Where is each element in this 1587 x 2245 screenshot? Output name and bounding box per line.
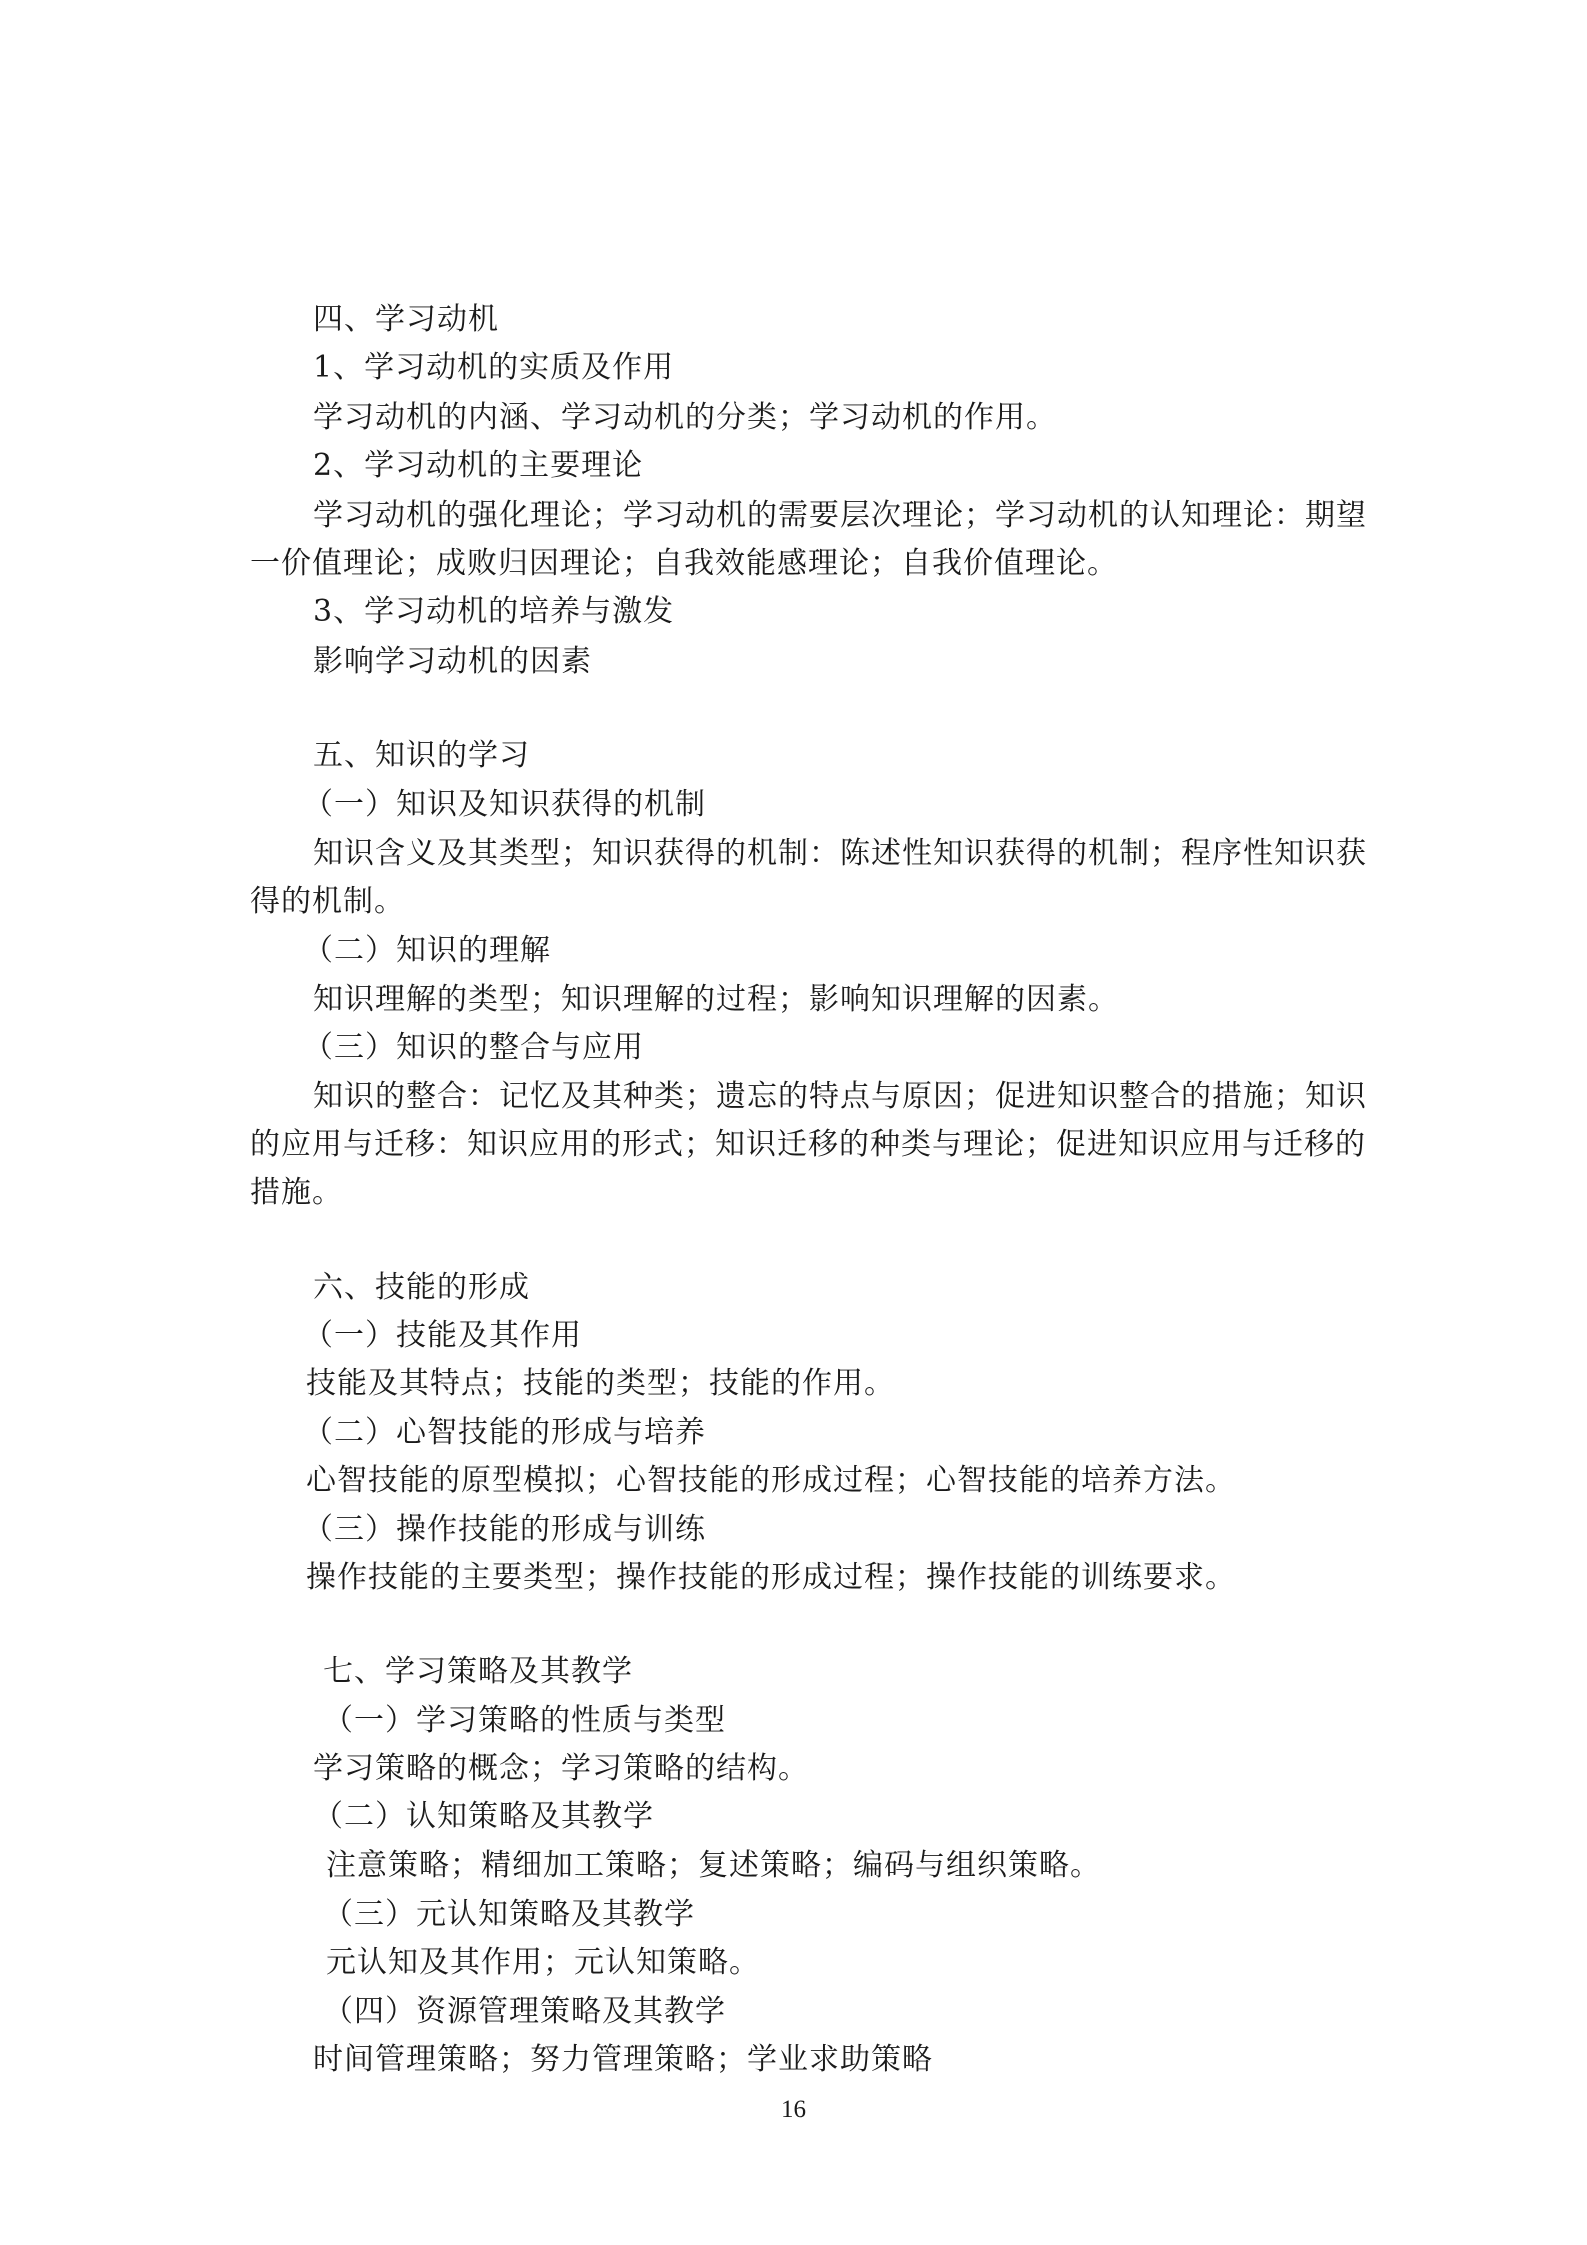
paragraph-line: 注意策略；精细加工策略；复述策略；编码与组织策略。 xyxy=(326,1848,1101,1883)
paragraph-line: 影响学习动机的因素 xyxy=(313,644,592,679)
page-number: 16 xyxy=(781,2096,806,2123)
subheading-6-1: （一）技能及其作用 xyxy=(303,1318,582,1353)
paragraph-line: 操作技能的主要类型；操作技能的形成过程；操作技能的训练要求。 xyxy=(306,1560,1236,1595)
paragraph-line: 知识理解的类型；知识理解的过程；影响知识理解的因素。 xyxy=(313,982,1119,1017)
subheading-6-2: （二）心智技能的形成与培养 xyxy=(303,1415,706,1450)
subheading-7-3: （三）元认知策略及其教学 xyxy=(323,1897,695,1932)
paragraph-line: 学习策略的概念；学习策略的结构。 xyxy=(313,1751,809,1786)
paragraph-line: 的应用与迁移：知识应用的形式；知识迁移的种类与理论；促进知识应用与迁移的 xyxy=(250,1127,1366,1162)
subheading-5-2: （二）知识的理解 xyxy=(303,933,551,968)
section-heading-4: 四、学习动机 xyxy=(313,302,499,337)
subheading-6-3: （三）操作技能的形成与训练 xyxy=(303,1512,706,1547)
subheading-7-1: （一）学习策略的性质与类型 xyxy=(323,1703,726,1738)
subheading-7-2: （二）认知策略及其教学 xyxy=(313,1799,654,1834)
paragraph-line: 一价值理论；成败归因理论；自我效能感理论；自我价值理论。 xyxy=(250,546,1118,581)
paragraph-line: 学习动机的强化理论；学习动机的需要层次理论；学习动机的认知理论：期望 xyxy=(313,498,1367,533)
subheading-5-1: （一）知识及知识获得的机制 xyxy=(303,787,706,822)
paragraph-line: 元认知及其作用；元认知策略。 xyxy=(326,1945,760,1980)
paragraph-line: 学习动机的内涵、学习动机的分类；学习动机的作用。 xyxy=(313,400,1057,435)
subheading-4-2: 2、学习动机的主要理论 xyxy=(313,448,644,483)
paragraph-line: 知识含义及其类型；知识获得的机制：陈述性知识获得的机制；程序性知识获 xyxy=(313,836,1367,871)
paragraph-line: 心智技能的原型模拟；心智技能的形成过程；心智技能的培养方法。 xyxy=(306,1463,1236,1498)
paragraph-line: 时间管理策略；努力管理策略；学业求助策略 xyxy=(313,2042,933,2077)
subheading-7-4: （四）资源管理策略及其教学 xyxy=(323,1994,726,2029)
paragraph-line: 措施。 xyxy=(250,1175,343,1210)
subheading-5-3: （三）知识的整合与应用 xyxy=(303,1030,644,1065)
section-heading-6: 六、技能的形成 xyxy=(313,1270,530,1305)
paragraph-line: 知识的整合：记忆及其种类；遗忘的特点与原因；促进知识整合的措施；知识 xyxy=(313,1079,1367,1114)
section-heading-7: 七、学习策略及其教学 xyxy=(323,1654,633,1689)
subheading-4-3: 3、学习动机的培养与激发 xyxy=(313,594,675,629)
subheading-4-1: 1、学习动机的实质及作用 xyxy=(313,350,675,385)
paragraph-line: 得的机制。 xyxy=(250,884,405,919)
section-heading-5: 五、知识的学习 xyxy=(313,738,530,773)
paragraph-line: 技能及其特点；技能的类型；技能的作用。 xyxy=(306,1366,895,1401)
